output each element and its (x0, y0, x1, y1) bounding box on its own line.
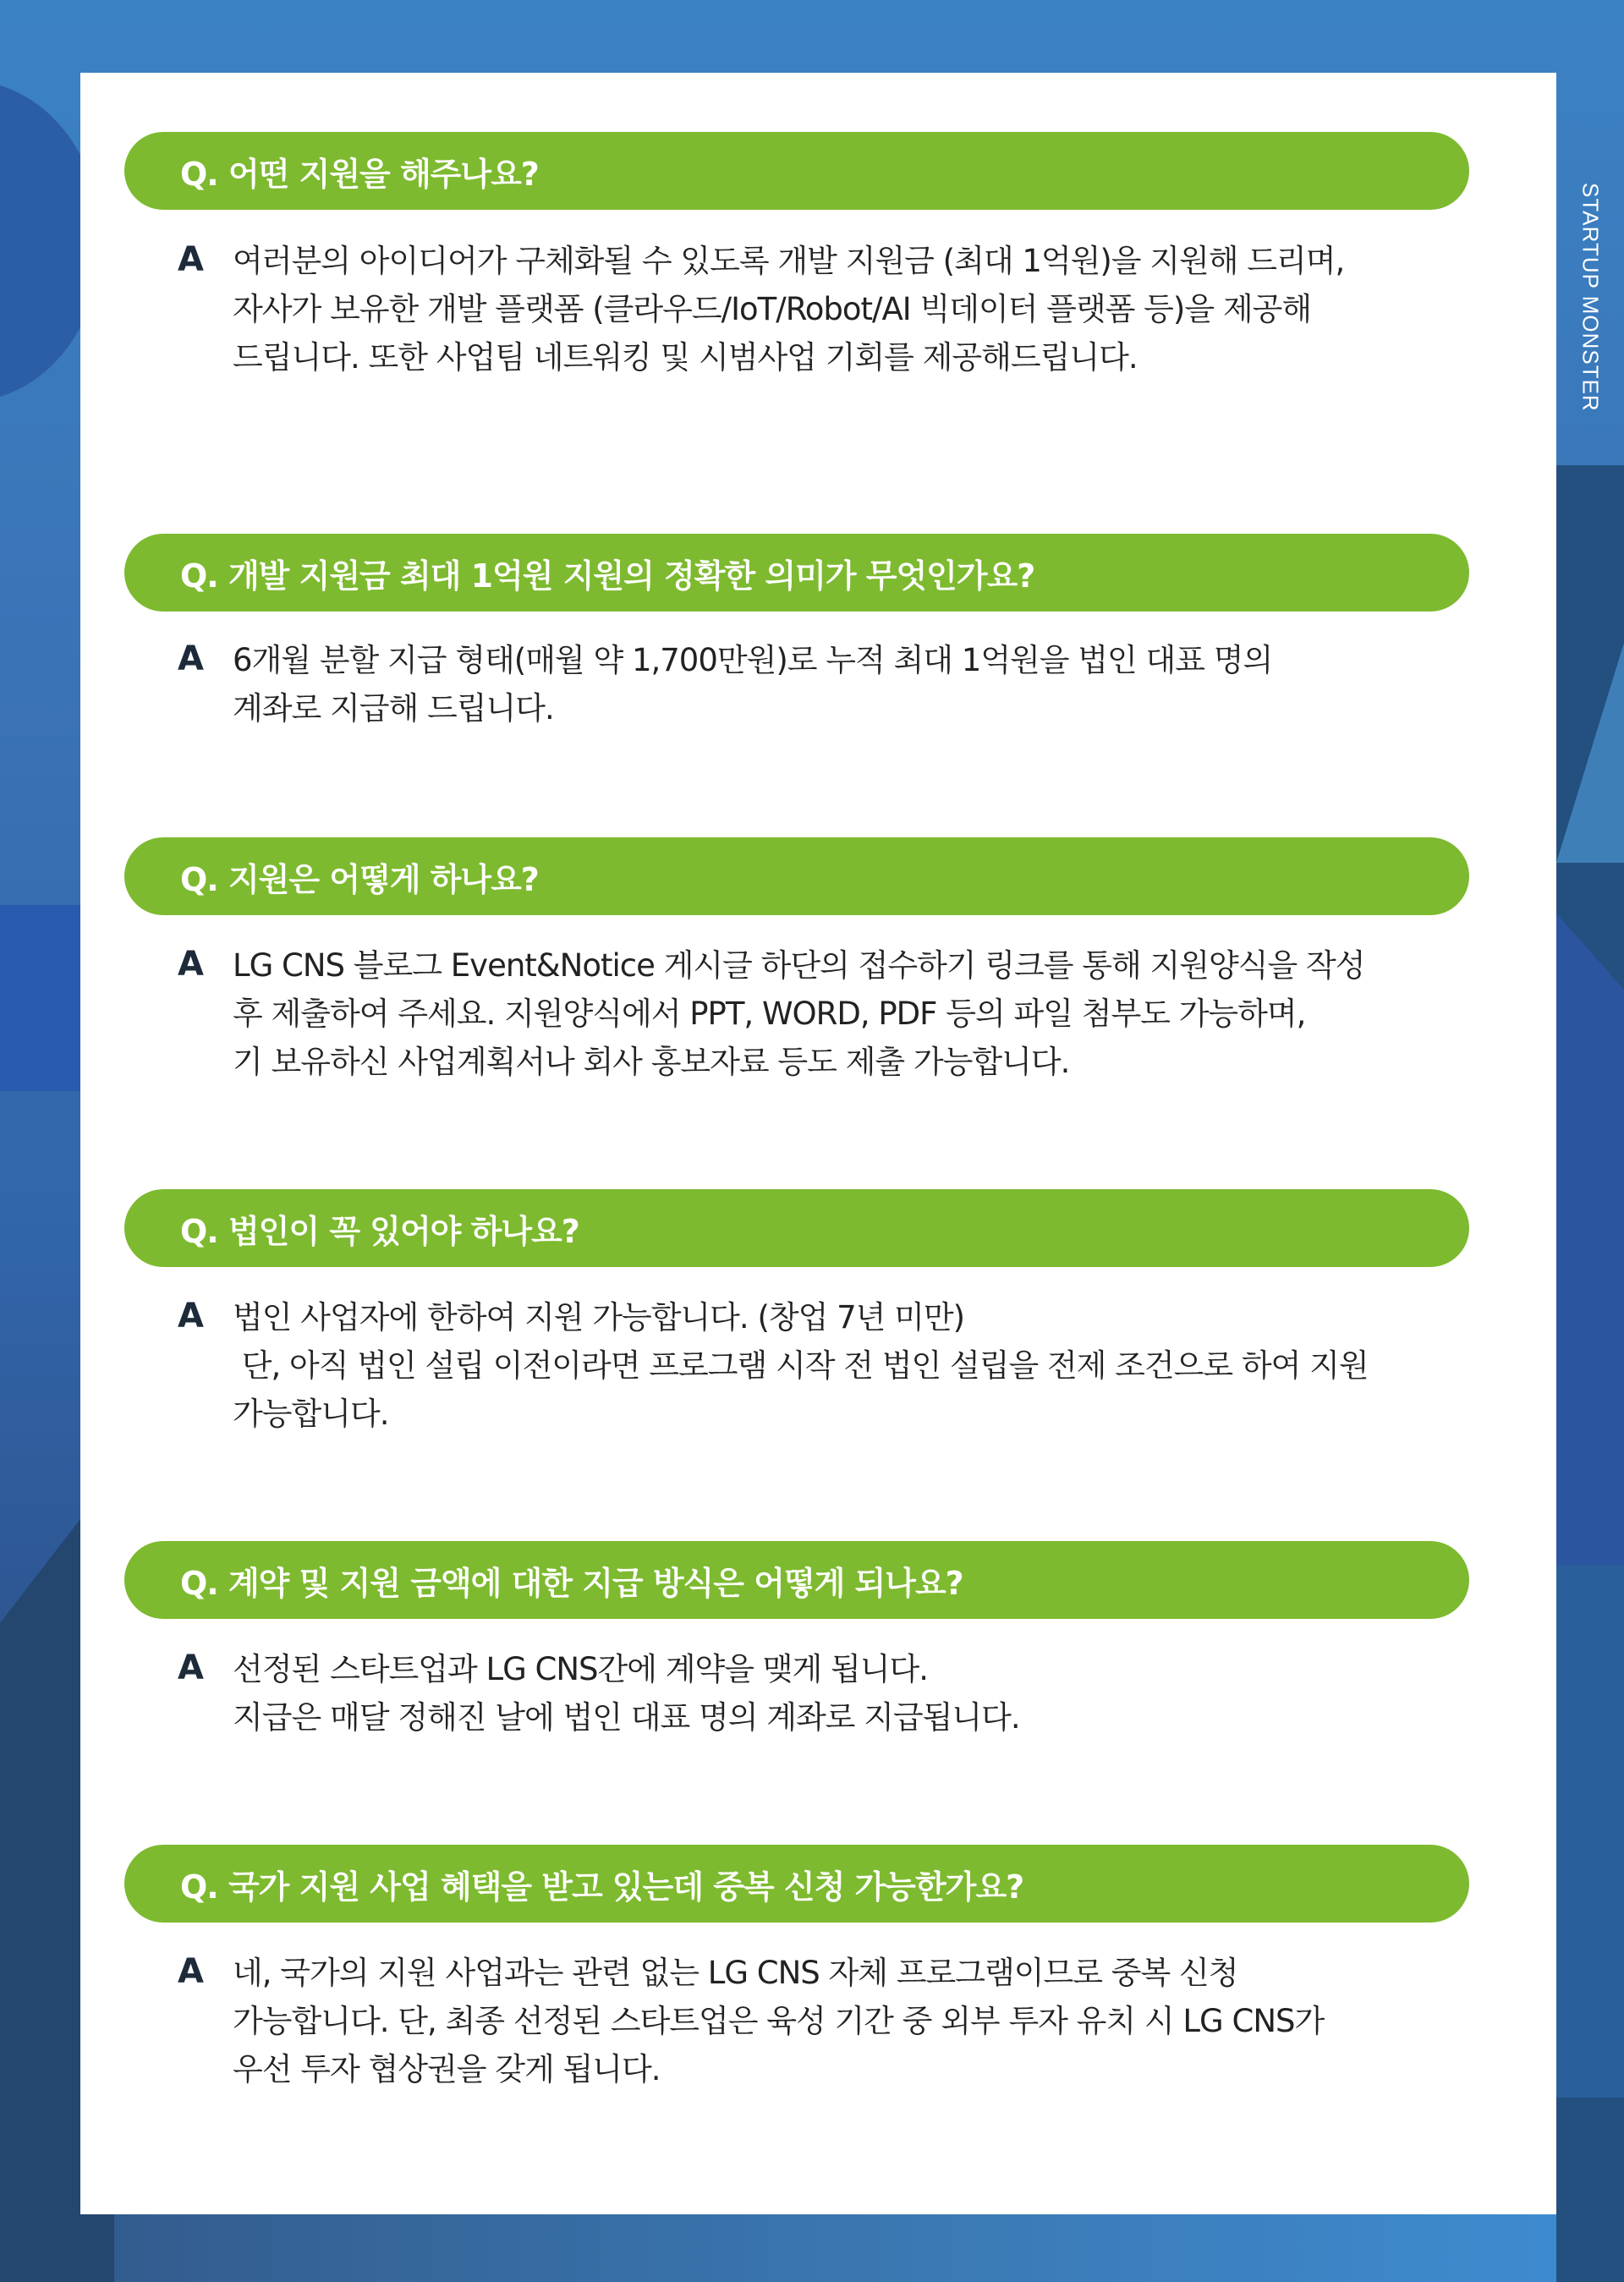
question-text: Q. 개발 지원금 최대 1억원 지원의 정확한 의미가 무엇인가요? (180, 557, 1035, 595)
question-bar (124, 132, 1469, 210)
answer-text (233, 1949, 1552, 2093)
question-bar (124, 1845, 1469, 1923)
answer-line: 6개월 분할 지급 형태(매월 약 1,700만원)로 누적 최대 1억원을 법인 대표 명의 (233, 642, 1273, 678)
answer-line: 법인 사업자에 한하여 지원 가능합니다. (창업 7년 미만) (233, 1299, 965, 1336)
answer-marker: A (178, 1297, 204, 1336)
answer-marker: A (178, 1952, 204, 1991)
answer-line: 드립니다. 또한 사업팀 네트워킹 및 시범사업 기회를 제공해드립니다. (233, 339, 1138, 376)
answer-marker: A (178, 639, 204, 678)
answer-line: 가능합니다. 단, 최종 선정된 스타트업은 육성 기간 중 외부 투자 유치 시 LG CNS가 (233, 2003, 1325, 2039)
answer-line: LG CNS 블로그 Event&Notice 게시글 하단의 접수하기 링크를 통해 지원양식을 작성 (233, 947, 1365, 984)
answer-line: 여러분의 아이디어가 구체화될 수 있도록 개발 지원금 (최대 1억원)을 지원해 드리며, (233, 243, 1345, 279)
side-label-text: STARTUP MONSTER (1577, 183, 1604, 412)
answer-text (233, 237, 1552, 381)
background-block-shape (0, 905, 80, 1091)
answer-line: 지급은 매달 정해진 날에 법인 대표 명의 계좌로 지급됩니다. (233, 1699, 1020, 1736)
answer-line: 자사가 보유한 개발 플랫폼 (클라우드/IoT/Robot/AI 빅데이터 플랫폼 등)을 제공해 (233, 291, 1312, 327)
answer-line: 가능합니다. (233, 1396, 389, 1432)
answer-marker: A (178, 240, 204, 279)
answer-line: 단, 아직 법인 설립 이전이라면 프로그램 시작 전 법인 설립을 전제 조건으로 하여 지원 (233, 1347, 1369, 1384)
side-label (1556, 73, 1624, 465)
answer-line: 우선 투자 협상권을 갖게 됩니다. (233, 2051, 661, 2087)
answer-line: 계좌로 지급해 드립니다. (233, 690, 554, 727)
background-right-lower-panel (1556, 1565, 1624, 2098)
answer-text (233, 636, 1552, 732)
faq-card (80, 73, 1556, 2214)
background-bottom-band (114, 2214, 1556, 2282)
question-text: Q. 계약 및 지원 금액에 대한 지급 방식은 어떻게 되나요? (180, 1564, 963, 1602)
question-text: Q. 법인이 꼭 있어야 하나요? (180, 1212, 579, 1250)
answer-text (233, 1645, 1552, 1742)
answer-text (233, 941, 1552, 1086)
answer-line: 네, 국가의 지원 사업과는 관련 없는 LG CNS 자체 프로그램이므로 중복 신청 (233, 1955, 1238, 1991)
answer-line: 선정된 스타트업과 LG CNS간에 계약을 맺게 됩니다. (233, 1651, 928, 1687)
answer-text (233, 1293, 1552, 1438)
question-text: Q. 지원은 어떻게 하나요? (180, 860, 539, 898)
question-bar (124, 837, 1469, 915)
question-text: Q. 국가 지원 사업 혜택을 받고 있는데 중복 신청 가능한가요? (180, 1868, 1024, 1906)
question-bar (124, 1189, 1469, 1267)
question-bar (124, 534, 1469, 612)
question-text: Q. 어떤 지원을 해주나요? (180, 155, 539, 193)
question-bar (124, 1541, 1469, 1619)
answer-marker: A (178, 1648, 204, 1687)
answer-line: 기 보유하신 사업계획서나 회사 홍보자료 등도 제출 가능합니다. (233, 1044, 1070, 1080)
answer-marker: A (178, 945, 204, 984)
answer-line: 후 제출하여 주세요. 지원양식에서 PPT, WORD, PDF 등의 파일 첨부도 가능하며, (233, 996, 1306, 1032)
background-right-panel (1556, 913, 1624, 1675)
